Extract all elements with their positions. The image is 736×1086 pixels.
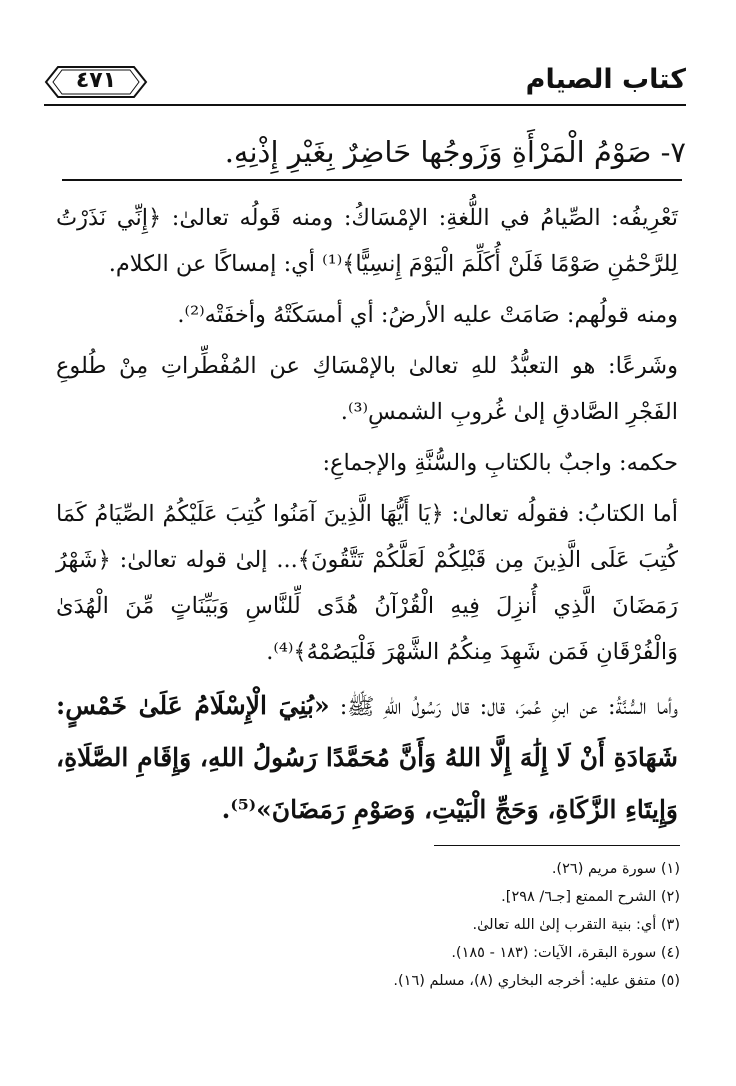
header-rule: [44, 104, 686, 106]
sunnah-evidence-paragraph: [56, 680, 678, 836]
footnote-rule: [434, 845, 680, 846]
hadith-text: «بُنِيَ الْإِسْلَامُ عَلَىٰ خَمْسٍ: شَهَادَةِ أَنْ لَا إِلَٰهَ إِلَّا اللهُ وَأَنَّ مُحَمَّدًا رَسُولُ اللهِ، وَإِقَامِ الصَّلَاةِ، وَإِيتَاءِ الزَّكَاةِ، وَحَجِّ الْبَيْتِ، وَصَوْمِ رَمَضَانَ»⁽⁵⁾.: [56, 691, 678, 824]
section-heading: ٧- صَوْمُ الْمَرْأَةِ وَزَوجُها حَاضِرٌ بِغَيْرِ إِذْنِهِ.: [224, 135, 686, 169]
book-title: كتاب الصيام: [525, 64, 686, 95]
footnote-item: (٢) الشرح الممتع [جـ٦/ ٢٩٨].: [501, 889, 680, 905]
ruling-paragraph: حكمه: واجبٌ بالكتابِ والسُّنَّةِ والإجماعِ:: [322, 450, 678, 476]
footnote-item: (٤) سورة البقرة، الآيات: (١٨٣ - ١٨٥).: [451, 945, 680, 961]
footnote-item: (٣) أي: بنية التقرب إلىٰ الله تعالىٰ.: [472, 917, 680, 933]
technical-definition-paragraph: وشَرعًا: هو التعبُّدُ للهِ تعالىٰ بالإمْسَاكِ عن المُفْطِّراتِ مِنْ طُلوعِ الفَجْرِ الصَّادقِ إلىٰ غُروبِ الشمسِ⁽³⁾.: [56, 353, 678, 425]
footnote-item: (١) سورة مريم (٢٦).: [551, 861, 680, 877]
footnotes: [54, 855, 680, 995]
main-text: [56, 195, 678, 841]
definition-paragraph: تَعْرِيفُه: الصِّيامُ في اللُّغةِ: الإمْسَاكُ: ومنه قَولُه تعالىٰ: ﴿إِنِّي نَذَرْتُ لِلرَّحْمَٰنِ صَوْمًا فَلَنْ أُكَلِّمَ الْيَوْمَ إِنسِيًّا﴾⁽¹⁾ أي: إمساكًا عن الكلام.: [56, 205, 678, 277]
sunnah-intro: وأما السُّنَّةُ: عن ابنِ عُمرَ، قال: قال رَسُولُ اللهِ ﷺ:: [329, 694, 678, 720]
quran-evidence-paragraph: أما الكتابُ: فقولُه تعالىٰ: ﴿يَا أَيُّهَا الَّذِينَ آمَنُوا كُتِبَ عَلَيْكُمُ الصِّيَامُ كَمَا كُتِبَ عَلَى الَّذِينَ مِن قَبْلِكُمْ لَعَلَّكُمْ تَتَّقُونَ﴾... إلىٰ قوله تعالىٰ: ﴿شَهْرُ رَمَضَانَ الَّذِي أُنزِلَ فِيهِ الْقُرْآنُ هُدًى لِّلنَّاسِ وَبَيِّنَاتٍ مِّنَ الْهُدَىٰ وَالْفُرْقَانِ فَمَن شَهِدَ مِنكُمُ الشَّهْرَ فَلْيَصُمْهُ﴾⁽⁴⁾.: [56, 501, 678, 665]
page-header: [44, 60, 686, 108]
linguistic-paragraph: ومنه قولُهم: صَامَتْ عليه الأرضُ: أي أمسَكَتْهُ وأخفَتْه⁽²⁾.: [177, 302, 678, 328]
page-number-badge: [44, 65, 148, 99]
section-rule: [62, 179, 682, 181]
page-number: ٤٧١: [75, 68, 117, 93]
footnote-item: (٥) متفق عليه: أخرجه البخاري (٨)، مسلم (١٦).: [393, 973, 680, 989]
